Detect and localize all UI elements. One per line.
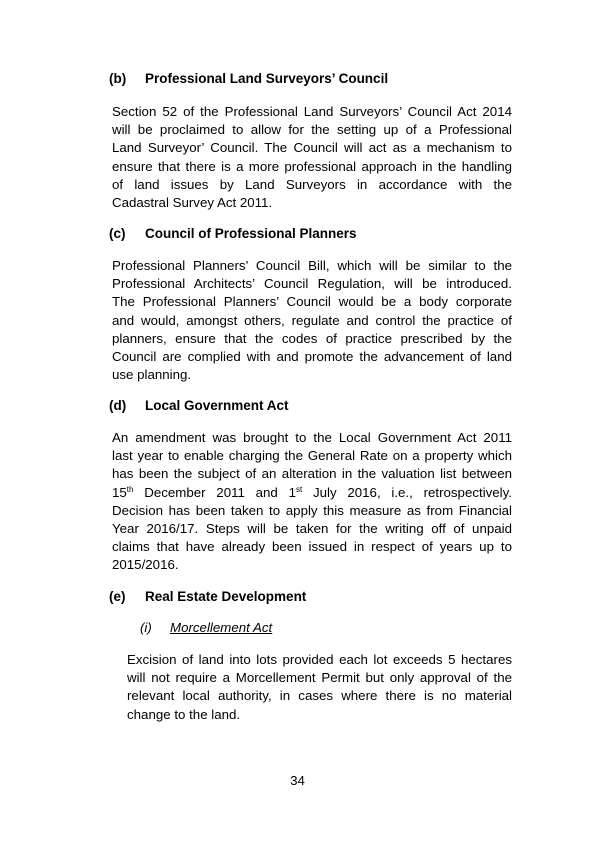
- text-line: of land issues by Land Surveyors in accordance with the: [112, 176, 512, 192]
- section-label: (d): [109, 398, 127, 413]
- text-line: Council are complied with and promote the advancement of land: [112, 348, 512, 364]
- section-heading-c: [109, 226, 357, 241]
- text-line: Section 52 of the Professional Land Surveyors’ Council Act 2014: [112, 104, 512, 119]
- text-line: Cadastral Survey Act 2011.: [112, 194, 273, 210]
- subsection-title: Morcellement Act: [170, 620, 273, 635]
- text-line: relevant local authority, in cases where there is no material: [127, 688, 512, 704]
- text-line: will not require a Morcellement Permit but only approval of the: [127, 670, 512, 686]
- section-heading-b: [109, 71, 388, 86]
- text-line: claims that have already been issued in respect of years up to: [112, 539, 512, 555]
- ordinal-suffix: st: [295, 484, 303, 494]
- section-body-c: [112, 257, 512, 384]
- text-line: Excision of land into lots provided each lot exceeds 5 hectares: [127, 652, 512, 667]
- section-label: (b): [109, 71, 127, 86]
- section-title: Real Estate Development: [145, 589, 307, 604]
- text-line: ensure that there is a more professional approach in the handling: [112, 158, 512, 174]
- section-body-d: [112, 429, 512, 575]
- date-middle: December 2011 and 1: [133, 484, 296, 500]
- text-line: has been the subject of an alteration in the valuation list between: [112, 466, 512, 482]
- text-line: last year to enable charging the General Rate on a property which: [112, 448, 512, 464]
- text-line: use planning.: [112, 367, 192, 383]
- date-line: [112, 484, 512, 502]
- section-label: (c): [109, 226, 126, 241]
- page-number: 34: [290, 773, 305, 788]
- text-line: Decision has been taken to apply this measure as from Financial: [112, 502, 512, 518]
- text-line: Land Surveyor’ Council. The Council will act as a mechanism to: [112, 140, 512, 156]
- date-day: 15: [112, 484, 127, 500]
- text-line: planners, ensure that the codes of practice prescribed by the: [112, 330, 512, 346]
- section-body-b: [112, 103, 512, 212]
- text-line: and would, amongst others, regulate and control the practice of: [112, 312, 512, 328]
- text-line: An amendment was brought to the Local Government Act 2011: [112, 430, 512, 445]
- subsection-heading: [140, 620, 272, 635]
- section-heading-d: [109, 398, 289, 413]
- section-heading-e: [109, 589, 306, 604]
- subsection-number: (i): [140, 620, 152, 635]
- text-line: Year 2016/17. Steps will be taken for the writing off of unpaid: [112, 520, 512, 536]
- section-body-e: [127, 651, 512, 724]
- text-line: The Professional Planners’ Council would be a body corporate: [112, 294, 512, 310]
- text-line: 2015/2016.: [112, 557, 179, 573]
- section-label: (e): [109, 589, 126, 604]
- text-line: Professional Planners’ Council Bill, which will be similar to the: [112, 258, 512, 273]
- section-title: Professional Land Surveyors’ Council: [145, 71, 389, 86]
- section-title: Local Government Act: [145, 398, 289, 413]
- section-title: Council of Professional Planners: [145, 226, 357, 241]
- date-rest: July 2016, i.e., retrospectively.: [302, 484, 512, 500]
- ordinal-suffix: th: [126, 484, 134, 494]
- text-line: Professional Architects’ Council Regulation, will be introduced.: [112, 276, 512, 292]
- text-line: change to the land.: [127, 706, 241, 722]
- text-line: will be proclaimed to allow for the setting up of a Professional: [112, 122, 512, 138]
